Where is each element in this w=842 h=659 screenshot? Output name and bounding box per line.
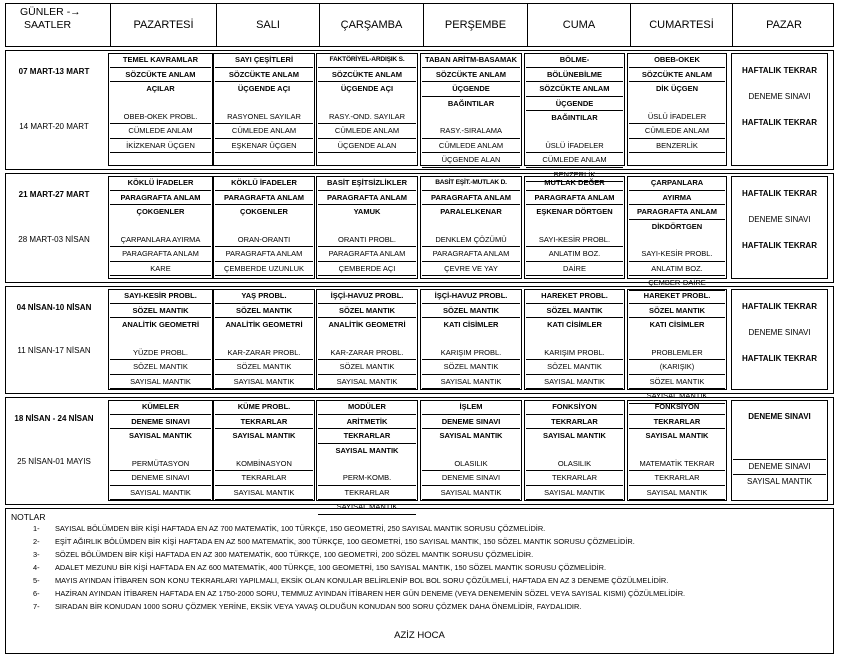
topic-item: RASYONEL SAYILAR [215,110,313,125]
topic-item: BÖLME- [526,53,623,68]
day-cell [629,53,725,153]
topic-item: BAĞINTILAR [551,113,598,122]
topic-item: ÜÇGENDE AÇI [340,84,394,93]
topic-item: KATI CİSİMLER [443,320,499,329]
sunday-item: HAFTALIK TEKRAR [742,241,817,250]
topic-item: PERM-KOMB. [318,471,416,486]
topic-item: SÖZEL MANTIK [629,304,725,319]
topic-item: BÖLÜNEBİLME [526,68,623,83]
topic-item: SAYISAL MANTIK [422,486,520,501]
topic-item: PARAGRAFTA ANLAM [215,191,313,206]
topic-item: FONKSİYON [629,400,725,415]
cell-spacer [215,219,313,233]
topic-item: ÇEMBERDE UZUNLUK [215,262,313,277]
topic-item: KATI CİSİMLER [649,320,705,329]
note-item: 7- SIRADAN BİR KONUDAN 1000 SORU ÇÖZMEK YERİNE, EKSİK VEYA YAVAŞ OLDUĞUN KONUDAN 500 SORU ÇÖZMEK DAHA ÖNEMLİDİR, FAYDALIDIR. [33,602,582,611]
note-item: 4- ADALET MEZUNU BİR KİŞİ HAFTADA EN AZ 600 MATEMATİK, 400 TÜRKÇE, 100 GEOMETRİ, 150 SAYISAL MANTIK, 150 SÖZEL MANTIK SORUSU ÇÖZMELİDİR. [33,563,607,572]
topic-item: RASY.-SIRALAMA [422,124,520,139]
topic-item: SÖZEL MANTIK [215,304,313,319]
topic-item: BASİT EŞİTSİZLİKLER [318,176,416,191]
topic-item: ÇEVRE VE YAY [422,262,520,277]
topic-item: ANALİTİK GEOMETRİ [225,320,303,329]
cell-spacer [526,332,623,346]
sunday-item: HAFTALIK TEKRAR [742,302,817,311]
cell-spacer [526,125,623,139]
day-cell [318,400,416,515]
topic-item: CÜMLEDE ANLAM [110,124,211,139]
sunday-item: SAYISAL MANTIK [733,474,826,489]
sunday-cell [733,64,826,142]
topic-item: ORANTI PROBL. [318,233,416,248]
note-text: SIRADAN BİR KONUDAN 1000 SORU ÇÖZMEK YERİNE, EKSİK VEYA YAVAŞ OLDUĞUN KONUDAN 500 SORU ÇÖZMEK DAHA ÖNEMLİDİR, FAYDALIDIR. [55,602,582,611]
week-range-label: 28 MART-03 NİSAN [18,235,90,244]
topic-item: PARAGRAFTA ANLAM [526,191,623,206]
topic-item: SAYISAL MANTIK [629,486,725,501]
day-cell [215,176,313,276]
cell-spacer [422,443,520,457]
header-day-thursday: PERŞEMBE [423,4,527,46]
topic-item: KAR-ZARAR PROBL. [318,346,416,361]
topic-item: SAYISAL MANTIK [526,486,623,501]
topic-item: TEMEL KAVRAMLAR [110,53,211,68]
day-cell [215,289,313,389]
header-day-monday: PAZARTESİ [110,4,216,46]
note-text: HAZİRAN AYINDAN İTİBAREN HAFTADA EN AZ 1750-2000 SORU, TEMMUZ AYINDAN İTİBAREN HER GÜN DENEME (VEYA DENEMENİN SÖZEL VEYA SAYISAL KISMI) ÇÖZÜLMELİDİR. [55,589,686,598]
topic-item: YÜZDE PROBL. [110,346,211,361]
topic-item: AÇILAR [146,84,175,93]
topic-item: HAREKET PROBL. [629,289,725,304]
cell-spacer [110,332,211,346]
topic-item: OLASILIK [422,457,520,472]
topic-item: DENEME SINAVI [422,471,520,486]
day-cell [629,289,725,404]
cell-spacer [215,332,313,346]
sunday-item: HAFTALIK TEKRAR [742,118,817,127]
topic-item: SÖZCÜKTE ANLAM [422,68,520,83]
day-cell [110,53,211,153]
header-hours-label: SAATLER [24,19,72,31]
cell-spacer [318,96,416,110]
topic-item: İKİZKENAR ÜÇGEN [110,139,211,154]
topic-item: PARAGRAFTA ANLAM [318,191,416,206]
cell-spacer [215,96,313,110]
cell-spacer [629,233,725,247]
day-cell [629,176,725,291]
note-text: SÖZEL BÖLÜMDEN BİR KİŞİ HAFTADA EN AZ 300 MATEMATİK, 600 TÜRKÇE, 100 GEOMETRİ, 200 SÖZEL MANTIK SORUSU ÇÖZMELİDİR. [55,550,534,559]
topic-item: ÇOKGENLER [136,207,185,216]
sunday-item: HAFTALIK TEKRAR [742,189,817,198]
cell-spacer [318,219,416,233]
topic-item: SÖZEL MANTIK [526,304,623,319]
topic-item: PERMÜTASYON [110,457,211,472]
topic-item: BENZERLİK [526,168,623,183]
topic-item: İŞLEM [422,400,520,415]
header-day-saturday: CUMARTESİ [630,4,732,46]
topic-item: YAMUK [353,207,381,216]
note-text: ADALET MEZUNU BİR KİŞİ HAFTADA EN AZ 600 MATEMATİK, 400 TÜRKÇE, 100 GEOMETRİ, 150 SAYISAL MANTIK, 150 SÖZEL MANTIK SORUSU ÇÖZMELİDİR. [55,563,607,572]
day-cell [318,176,416,276]
day-cell [110,400,211,500]
topic-item: KARIŞIM PROBL. [526,346,623,361]
table-header [5,3,834,47]
topic-item: EŞKENAR ÜÇGEN [215,139,313,154]
header-day-wednesday: ÇARŞAMBA [319,4,423,46]
sunday-item: HAFTALIK TEKRAR [742,66,817,75]
topic-item: PARAGRAFTA ANLAM [215,247,313,262]
topic-item: AYIRMA [629,191,725,206]
week-range-label: 07 MART-13 MART [18,67,90,76]
topic-item: SÖZEL MANTIK [215,360,313,375]
sunday-item: DENEME SINAVI [748,215,811,224]
topic-item: TABAN ARİTM-BASAMAK [422,53,520,68]
topic-item: İŞÇİ-HAVUZ PROBL. [422,289,520,304]
topic-item: TEKRARLAR [318,486,416,501]
topic-item: SÖZCÜKTE ANLAM [526,82,623,97]
topic-item: BASİT EŞİT.-MUTLAK D. [422,176,520,191]
cell-spacer [629,332,725,346]
header-corner [6,4,110,46]
sunday-item: HAFTALIK TEKRAR [742,354,817,363]
topic-item: RASY.-OND. SAYILAR [318,110,416,125]
topic-item: ÜSLÜ İFADELER [629,110,725,125]
note-item: 6- HAZİRAN AYINDAN İTİBAREN HAFTADA EN AZ 1750-2000 SORU, TEMMUZ AYINDAN İTİBAREN HER GÜN DENEME (VEYA DENEMENİN SÖZEL VEYA SAYISAL KISMI) ÇÖZÜLMELİDİR. [33,589,686,598]
topic-item: TEKRARLAR [526,471,623,486]
topic-item: CÜMLEDE ANLAM [215,124,313,139]
day-cell [318,53,416,153]
topic-item: SAYI-KESİR PROBL. [526,233,623,248]
topic-item: TEKRARLAR [215,471,313,486]
topic-item: SAYISAL MANTIK [232,431,296,440]
day-cell [526,289,623,389]
cell-spacer [526,443,623,457]
sunday-item: DENEME SINAVI [748,328,811,337]
day-cell [215,53,313,153]
topic-item: SÖZEL MANTIK [110,304,211,319]
topic-item: SAYI-KESİR PROBL. [110,289,211,304]
topic-item: CÜMLEDE ANLAM [422,139,520,154]
topic-item: ARİTMETİK [318,415,416,430]
topic-item: ÜÇGENDE AÇI [237,84,291,93]
topic-item: (KARIŞIK) [629,360,725,375]
sunday-item: DENEME SINAVI [748,92,811,101]
topic-item: SAYISAL MANTIK [215,375,313,390]
topic-item: ANLATIM BOZ. [629,262,725,277]
day-cell [215,400,313,500]
topic-item: OBEB-OKEK [629,53,725,68]
topic-item: SAYISAL MANTIK [215,486,313,501]
topic-item: KÖKLÜ İFADELER [215,176,313,191]
topic-item: SAYISAL MANTIK [439,431,503,440]
topic-item: KAR-ZARAR PROBL. [215,346,313,361]
day-cell [318,289,416,389]
topic-item: KÜME PROBL. [215,400,313,415]
topic-item: SAYISAL MANTIK [318,500,416,515]
cell-spacer [110,96,211,110]
topic-item: SAYISAL MANTIK [110,486,211,501]
day-cell [422,53,520,168]
topic-item: SAYISAL MANTIK [422,375,520,390]
topic-item: SAYISAL MANTIK [645,431,709,440]
topic-item: ANLATIM BOZ. [526,247,623,262]
topic-item: CÜMLEDE ANLAM [318,124,416,139]
week-range-label: 11 NİSAN-17 NİSAN [17,346,91,355]
sunday-item: DENEME SINAVI [733,459,826,474]
cell-spacer [422,332,520,346]
topic-item: DENEME SINAVI [110,471,211,486]
topic-item: SÖZEL MANTIK [110,360,211,375]
topic-item: BENZERLİK [629,139,725,154]
note-text: SAYISAL BÖLÜMDEN BİR KİŞİ HAFTADA EN AZ 700 MATEMATİK, 100 TÜRKÇE, 150 GEOMETRİ, 250 SAYISAL MANTIK SORUSU ÇÖZMELİDİR. [55,524,546,533]
topic-item: FONKSİYON [526,400,623,415]
topic-item: SÖZEL MANTIK [422,304,520,319]
topic-item: SAYISAL MANTIK [110,375,211,390]
cell-spacer [110,219,211,233]
topic-item: PARAGRAFTA ANLAM [110,247,211,262]
topic-item: SÖZEL MANTIK [629,375,725,390]
header-day-sunday: PAZAR [732,4,835,46]
note-item: 5- MAYIS AYINDAN İTİBAREN SON KONU TEKRARLARI YAPILMALI, EKSİK OLAN KONULAR BELİRLENİP BOL BOL SORU ÇÖZÜLMELİ, HAFTADA EN AZ 3 DENEME ÇÖZÜLMELİDİR. [33,576,669,585]
topic-item: ÇEMBERDE AÇI [318,262,416,277]
week-range-label: 21 MART-27 MART [18,190,90,199]
topic-item: CÜMLEDE ANLAM [629,124,725,139]
topic-item: SAYISAL MANTIK [335,445,399,455]
sunday-cell [733,187,826,265]
topic-item: ÜSLÜ İFADELER [526,139,623,154]
topic-item: PARAGRAFTA ANLAM [422,191,520,206]
topic-item: SÖZEL MANTIK [318,304,416,319]
topic-item: PARAGRAFTA ANLAM [110,191,211,206]
cell-spacer [629,96,725,110]
topic-item: SÖZCÜKTE ANLAM [110,68,211,83]
topic-item: DENEME SINAVI [110,415,211,430]
week-range-label: 04 NİSAN-10 NİSAN [16,303,92,312]
topic-item: DİKDÖRTGEN [651,221,703,231]
cell-spacer [422,219,520,233]
topic-item: EŞKENAR DÖRTGEN [536,207,613,216]
note-item: 2- EŞİT AĞIRLIK BÖLÜMDEN BİR KİŞİ HAFTADA EN AZ 500 MATEMATİK, 300 TÜRKÇE, 100 GEOMETRİ, 150 SAYISAL MANTIK, 150 SÖZEL MANTIK SORUSU ÇÖZMELİDİR. [33,537,635,546]
topic-item: İŞÇİ-HAVUZ PROBL. [318,289,416,304]
cell-spacer [215,443,313,457]
note-text: EŞİT AĞIRLIK BÖLÜMDEN BİR KİŞİ HAFTADA EN AZ 500 MATEMATİK, 300 TÜRKÇE, 100 GEOMETRİ, 150 SAYISAL MANTIK, 150 SÖZEL MANTIK SORUSU ÇÖZMELİDİR. [55,537,635,546]
topic-item: ÜÇGENDE ALAN [422,153,520,168]
header-days-label: GÜNLER [20,6,64,18]
topic-item: TEKRARLAR [526,415,623,430]
topic-item: SÖZEL MANTIK [318,360,416,375]
topic-item: FAKTÖRİYEL-ARDIŞIK S. [318,53,416,68]
topic-item: PARALELKENAR [440,207,502,216]
topic-item: KÖKLÜ İFADELER [110,176,211,191]
topic-item: TEKRARLAR [215,415,313,430]
topic-item: SAYISAL MANTIK [129,431,192,440]
topic-item: DENKLEM ÇÖZÜMÜ [422,233,520,248]
topic-item: ÜÇGENDE [526,97,623,112]
cell-spacer [318,332,416,346]
topic-item: DENEME SINAVI [422,415,520,430]
topic-item: MODÜLER [318,400,416,415]
topic-item: KARE [110,262,211,277]
cell-spacer [526,219,623,233]
topic-item: TEKRARLAR [629,471,725,486]
header-day-tuesday: SALI [216,4,319,46]
day-cell [526,176,623,276]
day-cell [422,289,520,389]
week-range-label: 14 MART-20 MART [19,122,89,131]
topic-item: PARAGRAFTA ANLAM [318,247,416,262]
topic-item: ÜÇGENDE ALAN [318,139,416,154]
topic-item: SÖZCÜKTE ANLAM [318,68,416,83]
topic-item: SAYISAL MANTIK [526,375,623,390]
day-cell [629,400,725,500]
topic-item: KARIŞIM PROBL. [422,346,520,361]
topic-item: OLASILIK [526,457,623,472]
topic-item: MUTLAK DEĞER [526,176,623,191]
header-day-friday: CUMA [527,4,630,46]
topic-item: ANALİTİK GEOMETRİ [121,320,200,329]
topic-item: ÜÇGENDE [422,82,520,97]
topic-item: BAĞINTILAR [447,98,495,108]
header-arrow-icon: -→ [66,6,81,18]
topic-item: SÖZCÜKTE ANLAM [215,68,313,83]
topic-item: ÇOKGENLER [240,207,288,216]
sunday-cell [733,411,826,489]
topic-item: TEKRARLAR [318,429,416,444]
sunday-item: DENEME SINAVI [748,412,811,421]
day-cell [422,176,520,276]
topic-item: KÜMELER [110,400,211,415]
topic-item: CÜMLEDE ANLAM [526,153,623,168]
topic-item: OBEB-OKEK PROBL. [110,110,211,125]
topic-item: PARAGRAFTA ANLAM [422,247,520,262]
topic-item: ÇARPANLARA [629,176,725,191]
notes-section [5,508,834,654]
day-cell [422,400,520,500]
cell-spacer [318,457,416,471]
topic-item: SAYISAL MANTIK [318,375,416,390]
note-item: 1- SAYISAL BÖLÜMDEN BİR KİŞİ HAFTADA EN AZ 700 MATEMATİK, 100 TÜRKÇE, 150 GEOMETRİ, 250 SAYISAL MANTIK SORUSU ÇÖZMELİDİR. [33,524,546,533]
signature: AZİZ HOCA [394,630,445,641]
cell-spacer [110,443,211,457]
topic-item: DAİRE [526,262,623,277]
week-range-label: 18 NİSAN - 24 NİSAN [14,414,94,423]
topic-item: ÇARPANLARA AYIRMA [110,233,211,248]
topic-item: HAREKET PROBL. [526,289,623,304]
notes-title: NOTLAR [11,512,46,522]
topic-item: YAŞ PROBL. [215,289,313,304]
topic-item: SÖZCÜKTE ANLAM [629,68,725,83]
topic-item: ÇEMBER-DAİRE [629,276,725,291]
day-cell [110,289,211,389]
note-text: MAYIS AYINDAN İTİBAREN SON KONU TEKRARLARI YAPILMALI, EKSİK OLAN KONULAR BELİRLENİP BOL BOL SORU ÇÖZÜLMELİ, HAFTADA EN AZ 3 DENEME ÇÖZÜLMELİDİR. [55,576,669,585]
day-cell [526,400,623,500]
topic-item: KATI CİSİMLER [547,320,602,329]
topic-item: ANALİTİK GEOMETRİ [328,320,406,329]
topic-item: SAYISAL MANTIK [629,389,725,404]
topic-item: MATEMATİK TEKRAR [629,457,725,472]
topic-item: SÖZEL MANTIK [526,360,623,375]
topic-item: SAYISAL MANTIK [543,431,606,440]
cell-spacer [422,110,520,124]
topic-item: DİK ÜÇGEN [655,84,699,93]
topic-item: PARAGRAFTA ANLAM [629,205,725,220]
sunday-cell [733,300,826,378]
topic-item: PROBLEMLER [629,346,725,361]
week-range-label: 25 NİSAN-01 MAYIS [17,457,91,466]
day-cell [526,53,623,182]
cell-spacer [629,443,725,457]
topic-item: TEKRARLAR [629,415,725,430]
topic-item: ORAN-ORANTI [215,233,313,248]
topic-item: SAYI-KESİR PROBL. [629,247,725,262]
note-item: 3- SÖZEL BÖLÜMDEN BİR KİŞİ HAFTADA EN AZ 300 MATEMATİK, 600 TÜRKÇE, 100 GEOMETRİ, 200 SÖZEL MANTIK SORUSU ÇÖZMELİDİR. [33,550,534,559]
day-cell [110,176,211,276]
topic-item: SÖZEL MANTIK [422,360,520,375]
topic-item: KOMBİNASYON [215,457,313,472]
topic-item: SAYI ÇEŞİTLERİ [215,53,313,68]
